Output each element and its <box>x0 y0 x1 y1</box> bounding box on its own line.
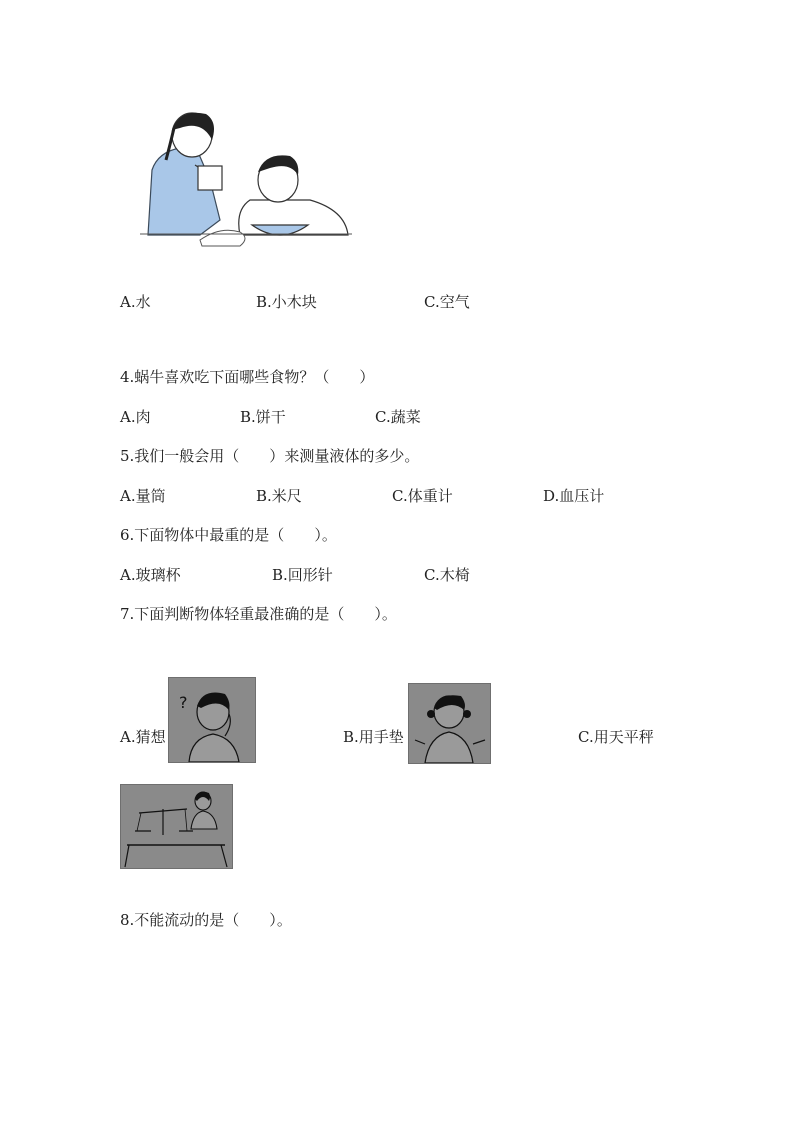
q5-option-c: C.体重计 <box>392 487 453 505</box>
q5-option-b: B.米尺 <box>256 487 302 505</box>
smelling-children-illustration <box>140 100 352 248</box>
q7-option-b: B.用手垫 <box>343 728 404 746</box>
svg-text:?: ? <box>179 693 188 712</box>
q4-option-c: C.蔬菜 <box>375 408 421 426</box>
q8-question: 8.不能流动的是（ ）。 <box>120 911 292 929</box>
guessing-boy-image <box>168 677 256 763</box>
q5-option-d: D.血压计 <box>543 487 605 505</box>
q4-option-b: B.饼干 <box>240 408 286 426</box>
q4-question: 4.蜗牛喜欢吃下面哪些食物？（ ） <box>120 368 375 386</box>
q7-option-a: A.猜想 <box>120 728 166 746</box>
q4-option-a: A.肉 <box>120 408 151 426</box>
q6-option-b: B.回形针 <box>272 566 333 584</box>
q6-option-c: C.木椅 <box>424 566 470 584</box>
q5-option-a: A.量筒 <box>120 487 166 505</box>
q5-question: 5.我们一般会用（ ）来测量液体的多少。 <box>120 447 420 465</box>
q7-option-c: C.用天平秤 <box>578 728 654 746</box>
q3-option-b: B.小木块 <box>256 293 317 311</box>
q7-question: 7.下面判断物体轻重最准确的是（ ）。 <box>120 605 397 623</box>
q6-question: 6.下面物体中最重的是（ ）。 <box>120 526 337 544</box>
q3-option-c: C.空气 <box>424 293 470 311</box>
q6-option-a: A.玻璃杯 <box>120 566 181 584</box>
balance-scale-image <box>120 784 233 869</box>
hand-weighing-girl-image <box>408 683 491 764</box>
q3-option-a: A.水 <box>120 293 151 311</box>
